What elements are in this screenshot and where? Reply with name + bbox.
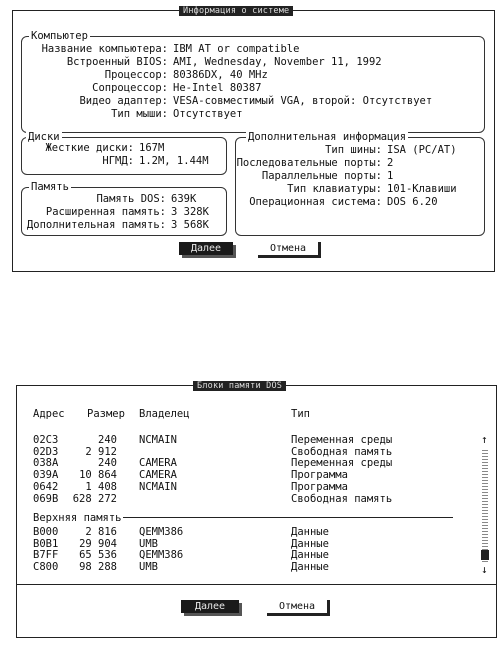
info-value: VESA-совместимый VGA, второй: Отсутствует: [173, 95, 433, 107]
info-label: Тип мыши:: [111, 108, 168, 120]
block-size: 240: [98, 457, 117, 470]
block-address: 069B: [33, 492, 59, 505]
info-label: Память DOS:: [96, 193, 166, 205]
memmap-next-button[interactable]: Далее: [181, 600, 239, 613]
upper-memory-label: Верхняя память: [33, 512, 122, 524]
info-row: [236, 183, 484, 195]
column-headers: [33, 408, 473, 420]
info-row: [236, 157, 484, 169]
block-type: Данные: [291, 537, 329, 550]
block-owner: UMB: [139, 537, 158, 550]
block-address: B7FF: [33, 549, 59, 562]
block-owner: CAMERA: [139, 457, 177, 470]
block-address: B0B1: [33, 537, 59, 550]
block-address: 02C3: [33, 434, 59, 446]
block-address: 039A: [33, 469, 59, 482]
info-row: [22, 193, 226, 205]
info-row: [22, 95, 484, 107]
info-label: Дополнительная память:: [26, 219, 166, 231]
info-row: [22, 56, 484, 68]
header-size: Размер: [87, 408, 125, 420]
info-value: Не-Intel 80387: [173, 82, 262, 94]
block-owner: NCMAIN: [139, 434, 177, 446]
info-row: [22, 155, 226, 167]
info-row: [236, 196, 484, 208]
info-value: ISA (PC/AT): [387, 144, 457, 156]
block-size: 2 816: [85, 526, 117, 538]
computer-group-title: Компьютер: [31, 30, 88, 42]
block-type: Данные: [291, 549, 329, 562]
block-address: B000: [33, 526, 59, 538]
block-owner: QEMM386: [139, 526, 184, 538]
block-owner: NCMAIN: [139, 480, 177, 493]
button-bar-divider: [17, 584, 496, 585]
next-button[interactable]: Далее: [179, 242, 233, 255]
info-value: DOS 6.20: [387, 196, 438, 208]
info-value: 1.2M, 1.44M: [139, 155, 209, 167]
header-owner: Владелец: [139, 408, 190, 420]
memmap-cancel-button[interactable]: Отмена: [267, 600, 327, 616]
info-row: [22, 219, 226, 231]
block-size: 98 288: [79, 561, 117, 574]
system-info-title: Информация о системе: [179, 6, 293, 16]
info-value: 1: [387, 170, 394, 182]
memory-group-title: Память: [31, 181, 69, 193]
info-row: [22, 43, 484, 55]
block-type: Программа: [291, 480, 348, 493]
scroll-down-icon[interactable]: ↓: [481, 563, 488, 576]
info-label: Название компьютера:: [41, 43, 168, 55]
memory-blocks-title: Блоки памяти DOS: [193, 381, 286, 391]
info-label: Видео адаптер:: [79, 95, 168, 107]
memory-group: [21, 181, 227, 236]
info-row: [236, 144, 484, 156]
info-value: 3 568K: [171, 219, 209, 231]
info-label: Жесткие диски:: [45, 142, 134, 154]
info-label: Расширенная память:: [45, 206, 166, 218]
info-label: Параллельные порты:: [261, 170, 382, 182]
info-row: [22, 108, 484, 120]
block-size: 65 536: [79, 549, 117, 562]
info-label: Встроенный BIOS:: [66, 56, 168, 68]
block-owner: UMB: [139, 561, 158, 574]
info-value: 80386DX, 40 MHz: [173, 69, 268, 81]
block-address: 038A: [33, 457, 59, 470]
block-type: Данные: [291, 561, 329, 574]
system-info-window: [12, 6, 495, 272]
computer-group: [21, 30, 485, 133]
block-size: 29 904: [79, 537, 117, 550]
info-value: 167M: [139, 142, 165, 154]
info-value: 2: [387, 157, 394, 169]
scroll-track[interactable]: [482, 448, 488, 562]
info-value: 639K: [171, 193, 197, 205]
block-type: Свободная память: [291, 492, 393, 505]
info-row: [22, 69, 484, 81]
block-type: Переменная среды: [291, 434, 393, 446]
scrollbar[interactable]: [481, 434, 489, 576]
info-row: [236, 170, 484, 182]
scroll-thumb[interactable]: [481, 550, 489, 560]
info-value: IBM AT or compatible: [173, 43, 300, 55]
memory-blocks-window: [16, 381, 497, 638]
block-size: 240: [98, 434, 117, 446]
info-label: НГМД:: [102, 155, 134, 167]
info-value: AMI, Wednesday, November 11, 1992: [173, 56, 382, 68]
disks-group: [21, 131, 227, 175]
info-label: Тип клавиатуры:: [287, 183, 382, 195]
disks-group-title: Диски: [28, 131, 60, 143]
cancel-button[interactable]: Отмена: [258, 242, 318, 258]
header-type: Тип: [291, 408, 310, 420]
block-type: Данные: [291, 526, 329, 538]
info-value: 101-Клавиши: [387, 183, 457, 195]
info-label: Последовательные порты:: [236, 157, 382, 169]
info-value: Отсутствует: [173, 108, 243, 120]
block-address: C800: [33, 561, 59, 574]
info-row: [22, 82, 484, 94]
block-owner: QEMM386: [139, 549, 184, 562]
block-address: 02D3: [33, 445, 59, 458]
block-size: 10 864: [79, 469, 117, 482]
info-label: Операционная система:: [249, 196, 382, 208]
info-label: Тип шины:: [325, 144, 382, 156]
block-type: Переменная среды: [291, 457, 393, 470]
block-size: 628 272: [72, 492, 117, 505]
info-value: 3 328K: [171, 206, 209, 218]
scroll-up-icon[interactable]: ↑: [481, 433, 488, 446]
extra-info-group-title: Дополнительная информация: [248, 131, 407, 143]
upper-memory-divider: [123, 517, 453, 518]
block-address: 0642: [33, 480, 59, 493]
info-label: Сопроцессор:: [92, 82, 168, 94]
info-label: Процессор:: [104, 69, 168, 81]
block-size: 2 912: [85, 445, 117, 458]
block-type: Свободная память: [291, 445, 393, 458]
block-size: 1 408: [85, 480, 117, 493]
block-type: Программа: [291, 469, 348, 482]
header-address: Адрес: [33, 408, 65, 420]
block-owner: CAMERA: [139, 469, 177, 482]
extra-info-group: [235, 131, 485, 236]
info-row: [22, 206, 226, 218]
info-row: [22, 142, 226, 154]
